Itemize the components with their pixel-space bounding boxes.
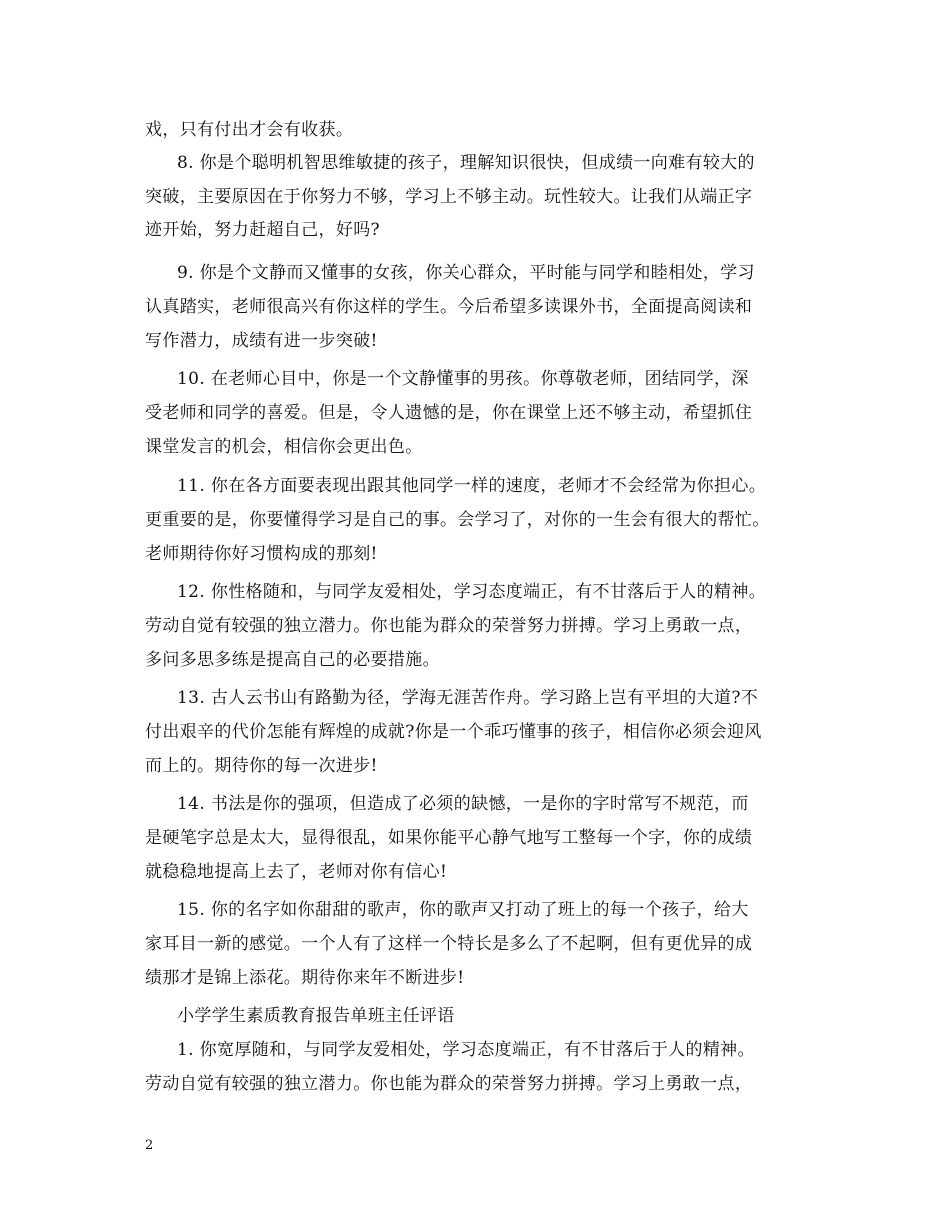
text-line: 家耳目一新的感觉。一个人有了这样一个特长是多么了不起啊，但有更优异的成	[145, 934, 753, 954]
text-line: 就稳稳地提高上去了，老师对你有信心!	[145, 862, 448, 882]
comment-11-first-line: 11. 你在各方面要表现出跟其他同学一样的速度，老师才不会经常为你担心。	[177, 476, 767, 496]
comment-9-first-line: 9. 你是个文静而又懂事的女孩，你关心群众，平时能与同学和睦相处，学习	[177, 263, 755, 283]
text-line: 是硬笔字总是太大，显得很乱，如果你能平心静气地写工整每一个字，你的成绩	[145, 828, 753, 848]
comment-13-first-line: 13. 古人云书山有路勤为径，学海无涯苦作舟。学习路上岂有平坦的大道?不	[177, 688, 759, 708]
text-line: 绩那才是锦上添花。期待你来年不断进步!	[145, 968, 465, 988]
comment-15-first-line: 15. 你的名字如你甜甜的歌声，你的歌声又打动了班上的每一个孩子，给大	[177, 900, 749, 920]
text-line: 受老师和同学的喜爱。但是，令人遗憾的是，你在课堂上还不够主动，希望抓住	[145, 403, 753, 423]
comment-14-first-line: 14. 书法是你的强项，但造成了必须的缺憾，一是你的字时常写不规范，而	[177, 794, 749, 814]
text-line: 多问多思多练是提高自己的必要措施。	[145, 650, 440, 670]
text-line: 而上的。期待你的每一次进步!	[145, 756, 378, 776]
section-heading: 小学学生素质教育报告单班主任评语	[177, 1006, 455, 1026]
text-line: 劳动自觉有较强的独立潜力。你也能为群众的荣誉努力拼搏。学习上勇敢一点，	[145, 1074, 753, 1094]
comment-10-first-line: 10. 在老师心目中，你是一个文静懂事的男孩。你尊敬老师，团结同学，深	[177, 369, 749, 389]
comment-12-first-line: 12. 你性格随和，与同学友爱相处，学习态度端正，有不甘落后于人的精神。	[177, 582, 767, 602]
text-line: 突破，主要原因在于你努力不够，学习上不够主动。玩性较大。让我们从端正字	[145, 187, 753, 207]
text-line: 老师期待你好习惯构成的那刻!	[145, 544, 378, 564]
text-line: 认真踏实，老师很高兴有你这样的学生。今后希望多读课外书，全面提高阅读和	[145, 297, 753, 317]
comment-8-first-line: 8. 你是个聪明机智思维敏捷的孩子，理解知识很快，但成绩一向难有较大的	[177, 153, 755, 173]
text-line: 劳动自觉有较强的独立潜力。你也能为群众的荣誉努力拼搏。学习上勇敢一点，	[145, 616, 753, 636]
text-line: 课堂发言的机会，相信你会更出色。	[145, 437, 423, 457]
text-line: 写作潜力，成绩有进一步突破!	[145, 331, 378, 351]
text-line: 戏，只有付出才会有收获。	[145, 120, 354, 140]
text-line: 付出艰辛的代价怎能有辉煌的成就?你是一个乖巧懂事的孩子，相信你必须会迎风	[145, 722, 762, 742]
text-line: 迹开始，努力赶超自己，好吗?	[145, 220, 381, 240]
page-number: 2	[145, 1138, 154, 1153]
comment-1-first-line: 1. 你宽厚随和，与同学友爱相处，学习态度端正，有不甘落后于人的精神。	[177, 1040, 755, 1060]
text-line: 更重要的是，你要懂得学习是自己的事。会学习了，对你的一生会有很大的帮忙。	[145, 510, 770, 530]
